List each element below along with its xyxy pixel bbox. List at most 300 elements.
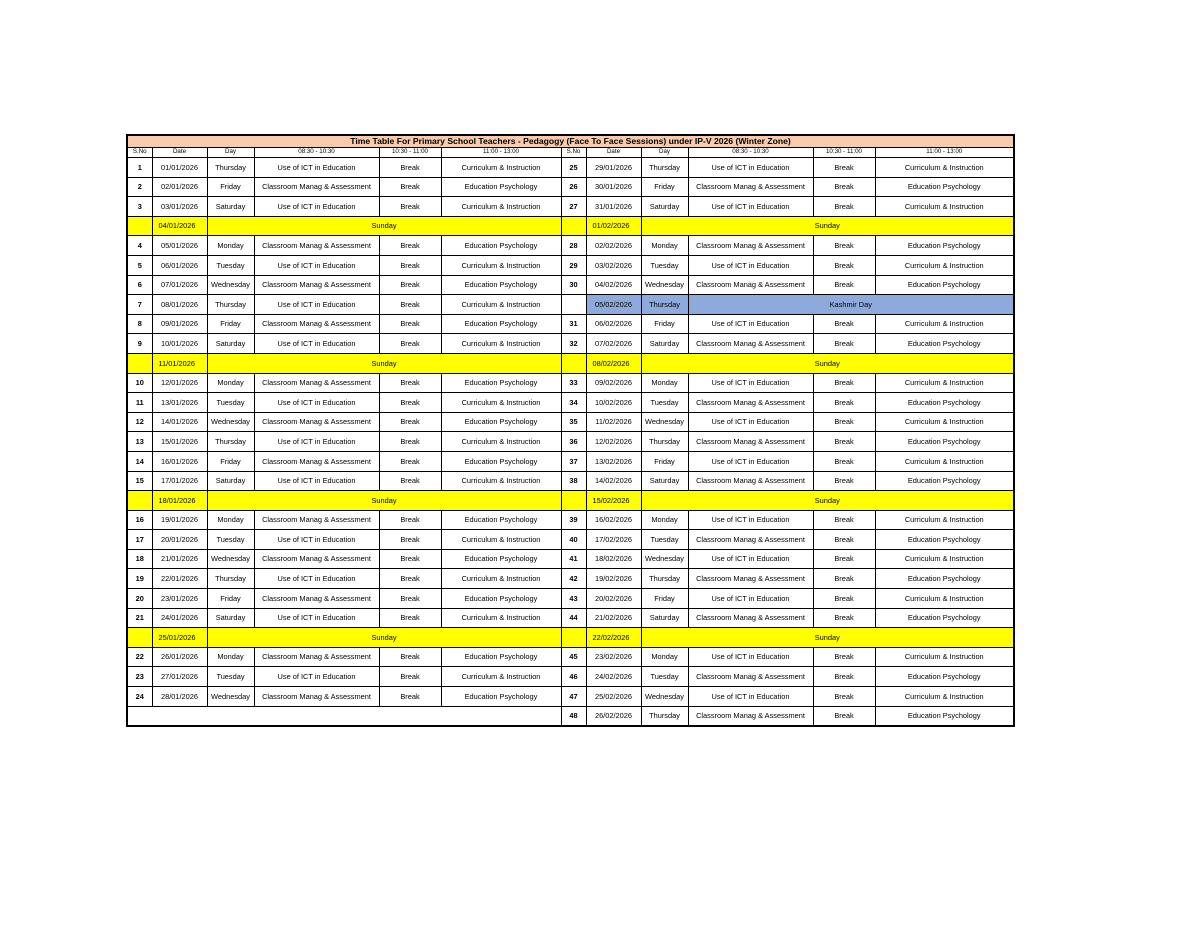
date-cell: 13/01/2026 bbox=[152, 393, 207, 413]
day-cell: Thursday bbox=[207, 158, 254, 178]
sno-cell: 18 bbox=[127, 549, 152, 569]
sno-cell: 22 bbox=[127, 647, 152, 667]
sno-cell: 37 bbox=[561, 451, 586, 471]
session1-cell: Use of ICT in Education bbox=[688, 314, 813, 334]
session2-cell: Curriculum & Instruction bbox=[441, 432, 561, 452]
day-cell: Monday bbox=[641, 510, 688, 530]
day-cell: Saturday bbox=[641, 334, 688, 354]
date-cell: 06/01/2026 bbox=[152, 255, 207, 275]
table-row bbox=[127, 530, 1014, 550]
day-cell: Thursday bbox=[641, 158, 688, 178]
session1-cell: Use of ICT in Education bbox=[254, 432, 379, 452]
session1-cell: Classroom Manag & Assessment bbox=[254, 549, 379, 569]
break-cell: Break bbox=[379, 373, 441, 393]
break-cell: Break bbox=[379, 412, 441, 432]
break-cell: Break bbox=[379, 471, 441, 491]
session2-cell: Education Psychology bbox=[441, 275, 561, 295]
day-cell: Thursday bbox=[207, 432, 254, 452]
break-cell: Break bbox=[379, 295, 441, 315]
session2-cell: Curriculum & Instruction bbox=[875, 158, 1014, 178]
sno-cell: 7 bbox=[127, 295, 152, 315]
break-cell: Break bbox=[813, 412, 875, 432]
session1-cell: Classroom Manag & Assessment bbox=[688, 471, 813, 491]
empty-cell bbox=[127, 706, 561, 726]
session1-cell: Classroom Manag & Assessment bbox=[688, 530, 813, 550]
sunday-label: Sunday bbox=[641, 353, 1014, 373]
date-cell: 29/01/2026 bbox=[586, 158, 641, 178]
day-cell: Friday bbox=[207, 314, 254, 334]
table-row bbox=[127, 216, 1014, 236]
session1-cell: Classroom Manag & Assessment bbox=[688, 393, 813, 413]
date-cell: 14/02/2026 bbox=[586, 471, 641, 491]
table-row bbox=[127, 706, 1014, 726]
sno-cell: 29 bbox=[561, 255, 586, 275]
date-cell: 10/01/2026 bbox=[152, 334, 207, 354]
break-cell: Break bbox=[379, 608, 441, 628]
session2-cell: Curriculum & Instruction bbox=[441, 255, 561, 275]
session2-cell: Curriculum & Instruction bbox=[441, 393, 561, 413]
date-cell: 12/01/2026 bbox=[152, 373, 207, 393]
header-row bbox=[127, 148, 1014, 158]
break-cell: Break bbox=[813, 451, 875, 471]
header-slot1: 08:30 - 10:30 bbox=[688, 148, 813, 158]
day-cell: Tuesday bbox=[207, 667, 254, 687]
session2-cell: Curriculum & Instruction bbox=[441, 667, 561, 687]
day-cell: Saturday bbox=[207, 608, 254, 628]
day-cell: Tuesday bbox=[641, 667, 688, 687]
date-cell: 25/02/2026 bbox=[586, 687, 641, 707]
session1-cell: Use of ICT in Education bbox=[688, 255, 813, 275]
day-cell: Tuesday bbox=[207, 530, 254, 550]
break-cell: Break bbox=[379, 589, 441, 609]
session1-cell: Classroom Manag & Assessment bbox=[688, 177, 813, 197]
date-cell: 03/02/2026 bbox=[586, 255, 641, 275]
date-cell: 03/01/2026 bbox=[152, 197, 207, 217]
sunday-label: Sunday bbox=[641, 628, 1014, 648]
table-row bbox=[127, 334, 1014, 354]
session1-cell: Use of ICT in Education bbox=[254, 608, 379, 628]
session2-cell: Education Psychology bbox=[875, 706, 1014, 726]
day-cell: Wednesday bbox=[207, 687, 254, 707]
date-cell: 01/01/2026 bbox=[152, 158, 207, 178]
session1-cell: Use of ICT in Education bbox=[254, 197, 379, 217]
date-cell: 22/01/2026 bbox=[152, 569, 207, 589]
sno-cell: 8 bbox=[127, 314, 152, 334]
sno-cell: 25 bbox=[561, 158, 586, 178]
table-row bbox=[127, 373, 1014, 393]
sno-cell: 14 bbox=[127, 451, 152, 471]
break-cell: Break bbox=[813, 393, 875, 413]
table-row bbox=[127, 687, 1014, 707]
session2-cell: Curriculum & Instruction bbox=[875, 197, 1014, 217]
break-cell: Break bbox=[813, 589, 875, 609]
date-cell: 17/01/2026 bbox=[152, 471, 207, 491]
session1-cell: Use of ICT in Education bbox=[688, 510, 813, 530]
date-cell: 19/01/2026 bbox=[152, 510, 207, 530]
session1-cell: Use of ICT in Education bbox=[254, 158, 379, 178]
session2-cell: Education Psychology bbox=[875, 471, 1014, 491]
title-row bbox=[127, 135, 1014, 148]
session2-cell: Education Psychology bbox=[441, 589, 561, 609]
header-date: Date bbox=[152, 148, 207, 158]
break-cell: Break bbox=[379, 569, 441, 589]
day-cell: Monday bbox=[207, 373, 254, 393]
session1-cell: Classroom Manag & Assessment bbox=[254, 647, 379, 667]
session1-cell: Classroom Manag & Assessment bbox=[688, 236, 813, 256]
session1-cell: Use of ICT in Education bbox=[688, 158, 813, 178]
session2-cell: Curriculum & Instruction bbox=[441, 158, 561, 178]
day-cell: Wednesday bbox=[641, 275, 688, 295]
day-cell: Wednesday bbox=[207, 549, 254, 569]
break-cell: Break bbox=[813, 549, 875, 569]
sno-cell: 20 bbox=[127, 589, 152, 609]
session2-cell: Curriculum & Instruction bbox=[441, 608, 561, 628]
sno-cell: 30 bbox=[561, 275, 586, 295]
sno-cell: 40 bbox=[561, 530, 586, 550]
session1-cell: Use of ICT in Education bbox=[254, 667, 379, 687]
day-cell: Thursday bbox=[207, 295, 254, 315]
session1-cell: Classroom Manag & Assessment bbox=[254, 314, 379, 334]
day-cell: Monday bbox=[207, 647, 254, 667]
sno-cell: 44 bbox=[561, 608, 586, 628]
date-cell: 22/02/2026 bbox=[586, 628, 641, 648]
day-cell: Friday bbox=[207, 589, 254, 609]
date-cell: 18/02/2026 bbox=[586, 549, 641, 569]
session2-cell: Curriculum & Instruction bbox=[875, 589, 1014, 609]
header-slot3: 11:00 - 13:00 bbox=[441, 148, 561, 158]
session2-cell: Education Psychology bbox=[441, 451, 561, 471]
table-row bbox=[127, 608, 1014, 628]
break-cell: Break bbox=[379, 393, 441, 413]
date-cell: 25/01/2026 bbox=[152, 628, 207, 648]
sno-cell bbox=[127, 491, 152, 511]
break-cell: Break bbox=[379, 236, 441, 256]
date-cell: 07/01/2026 bbox=[152, 275, 207, 295]
session2-cell: Curriculum & Instruction bbox=[875, 373, 1014, 393]
header-slot3: 11:00 - 13:00 bbox=[875, 148, 1014, 158]
table-row bbox=[127, 569, 1014, 589]
table-row bbox=[127, 255, 1014, 275]
session1-cell: Classroom Manag & Assessment bbox=[688, 334, 813, 354]
sno-cell: 19 bbox=[127, 569, 152, 589]
session1-cell: Classroom Manag & Assessment bbox=[254, 412, 379, 432]
table-row bbox=[127, 197, 1014, 217]
day-cell: Monday bbox=[207, 510, 254, 530]
sno-cell: 17 bbox=[127, 530, 152, 550]
session2-cell: Education Psychology bbox=[875, 569, 1014, 589]
session1-cell: Classroom Manag & Assessment bbox=[254, 177, 379, 197]
date-cell: 18/01/2026 bbox=[152, 491, 207, 511]
date-cell: 08/02/2026 bbox=[586, 353, 641, 373]
date-cell: 16/02/2026 bbox=[586, 510, 641, 530]
session2-cell: Curriculum & Instruction bbox=[875, 510, 1014, 530]
sno-cell: 16 bbox=[127, 510, 152, 530]
date-cell: 15/02/2026 bbox=[586, 491, 641, 511]
session1-cell: Use of ICT in Education bbox=[688, 549, 813, 569]
table-row bbox=[127, 295, 1014, 315]
break-cell: Break bbox=[813, 255, 875, 275]
sno-cell: 36 bbox=[561, 432, 586, 452]
session1-cell: Classroom Manag & Assessment bbox=[688, 569, 813, 589]
date-cell: 27/01/2026 bbox=[152, 667, 207, 687]
date-cell: 20/01/2026 bbox=[152, 530, 207, 550]
sno-cell: 9 bbox=[127, 334, 152, 354]
sno-cell: 15 bbox=[127, 471, 152, 491]
sno-cell: 39 bbox=[561, 510, 586, 530]
sno-cell: 11 bbox=[127, 393, 152, 413]
break-cell: Break bbox=[813, 275, 875, 295]
day-cell: Wednesday bbox=[207, 412, 254, 432]
sno-cell: 5 bbox=[127, 255, 152, 275]
day-cell: Thursday bbox=[641, 432, 688, 452]
session2-cell: Education Psychology bbox=[875, 236, 1014, 256]
session2-cell: Education Psychology bbox=[875, 177, 1014, 197]
header-slot1: 08:30 - 10:30 bbox=[254, 148, 379, 158]
session1-cell: Use of ICT in Education bbox=[688, 197, 813, 217]
day-cell: Wednesday bbox=[641, 549, 688, 569]
sno-cell: 26 bbox=[561, 177, 586, 197]
break-cell: Break bbox=[379, 158, 441, 178]
sno-cell: 48 bbox=[561, 706, 586, 726]
sunday-label: Sunday bbox=[207, 628, 561, 648]
day-cell: Wednesday bbox=[641, 412, 688, 432]
day-cell: Monday bbox=[641, 236, 688, 256]
day-cell: Friday bbox=[641, 589, 688, 609]
day-cell: Thursday bbox=[641, 706, 688, 726]
sno-cell: 12 bbox=[127, 412, 152, 432]
break-cell: Break bbox=[379, 451, 441, 471]
break-cell: Break bbox=[379, 432, 441, 452]
session1-cell: Classroom Manag & Assessment bbox=[254, 373, 379, 393]
day-cell: Friday bbox=[641, 314, 688, 334]
date-cell: 11/01/2026 bbox=[152, 353, 207, 373]
break-cell: Break bbox=[813, 177, 875, 197]
day-cell: Thursday bbox=[641, 295, 688, 315]
session2-cell: Curriculum & Instruction bbox=[875, 451, 1014, 471]
session1-cell: Classroom Manag & Assessment bbox=[254, 510, 379, 530]
session1-cell: Use of ICT in Education bbox=[688, 412, 813, 432]
session1-cell: Use of ICT in Education bbox=[688, 647, 813, 667]
date-cell: 21/01/2026 bbox=[152, 549, 207, 569]
date-cell: 23/01/2026 bbox=[152, 589, 207, 609]
date-cell: 21/02/2026 bbox=[586, 608, 641, 628]
date-cell: 30/01/2026 bbox=[586, 177, 641, 197]
session1-cell: Classroom Manag & Assessment bbox=[254, 451, 379, 471]
date-cell: 14/01/2026 bbox=[152, 412, 207, 432]
session2-cell: Curriculum & Instruction bbox=[441, 530, 561, 550]
table-row bbox=[127, 393, 1014, 413]
sno-cell bbox=[127, 216, 152, 236]
session2-cell: Education Psychology bbox=[875, 608, 1014, 628]
sno-cell: 21 bbox=[127, 608, 152, 628]
day-cell: Friday bbox=[207, 177, 254, 197]
sno-cell: 31 bbox=[561, 314, 586, 334]
break-cell: Break bbox=[379, 334, 441, 354]
session2-cell: Curriculum & Instruction bbox=[441, 197, 561, 217]
timetable bbox=[126, 134, 1015, 727]
day-cell: Wednesday bbox=[641, 687, 688, 707]
break-cell: Break bbox=[813, 236, 875, 256]
sunday-label: Sunday bbox=[207, 216, 561, 236]
date-cell: 12/02/2026 bbox=[586, 432, 641, 452]
session2-cell: Education Psychology bbox=[441, 412, 561, 432]
date-cell: 17/02/2026 bbox=[586, 530, 641, 550]
break-cell: Break bbox=[813, 471, 875, 491]
sno-cell: 42 bbox=[561, 569, 586, 589]
day-cell: Tuesday bbox=[641, 255, 688, 275]
date-cell: 06/02/2026 bbox=[586, 314, 641, 334]
day-cell: Friday bbox=[641, 177, 688, 197]
sno-cell: 45 bbox=[561, 647, 586, 667]
session2-cell: Education Psychology bbox=[875, 393, 1014, 413]
break-cell: Break bbox=[813, 706, 875, 726]
sno-cell bbox=[561, 491, 586, 511]
table-row bbox=[127, 647, 1014, 667]
day-cell: Tuesday bbox=[641, 530, 688, 550]
break-cell: Break bbox=[379, 530, 441, 550]
table-row bbox=[127, 275, 1014, 295]
date-cell: 07/02/2026 bbox=[586, 334, 641, 354]
session1-cell: Classroom Manag & Assessment bbox=[254, 236, 379, 256]
sno-cell: 4 bbox=[127, 236, 152, 256]
session2-cell: Education Psychology bbox=[441, 373, 561, 393]
header-sno: S.No bbox=[561, 148, 586, 158]
session1-cell: Classroom Manag & Assessment bbox=[254, 687, 379, 707]
day-cell: Saturday bbox=[207, 197, 254, 217]
table-row bbox=[127, 491, 1014, 511]
date-cell: 08/01/2026 bbox=[152, 295, 207, 315]
break-cell: Break bbox=[379, 687, 441, 707]
sno-cell bbox=[561, 295, 586, 315]
header-day: Day bbox=[641, 148, 688, 158]
date-cell: 28/01/2026 bbox=[152, 687, 207, 707]
sno-cell: 24 bbox=[127, 687, 152, 707]
session1-cell: Use of ICT in Education bbox=[254, 334, 379, 354]
sno-cell bbox=[561, 628, 586, 648]
sunday-label: Sunday bbox=[207, 353, 561, 373]
date-cell: 23/02/2026 bbox=[586, 647, 641, 667]
table-row bbox=[127, 471, 1014, 491]
table-row bbox=[127, 236, 1014, 256]
sno-cell: 47 bbox=[561, 687, 586, 707]
session2-cell: Curriculum & Instruction bbox=[875, 549, 1014, 569]
session2-cell: Education Psychology bbox=[441, 510, 561, 530]
sno-cell: 2 bbox=[127, 177, 152, 197]
session1-cell: Use of ICT in Education bbox=[254, 295, 379, 315]
break-cell: Break bbox=[379, 510, 441, 530]
day-cell: Friday bbox=[207, 451, 254, 471]
day-cell: Tuesday bbox=[641, 393, 688, 413]
session2-cell: Education Psychology bbox=[875, 530, 1014, 550]
table-row bbox=[127, 353, 1014, 373]
session1-cell: Use of ICT in Education bbox=[254, 255, 379, 275]
day-cell: Monday bbox=[641, 647, 688, 667]
sno-cell: 27 bbox=[561, 197, 586, 217]
break-cell: Break bbox=[379, 255, 441, 275]
sno-cell: 46 bbox=[561, 667, 586, 687]
session2-cell: Education Psychology bbox=[441, 687, 561, 707]
date-cell: 26/01/2026 bbox=[152, 647, 207, 667]
session2-cell: Curriculum & Instruction bbox=[875, 647, 1014, 667]
date-cell: 05/02/2026 bbox=[586, 295, 641, 315]
table-row bbox=[127, 412, 1014, 432]
day-cell: Saturday bbox=[641, 608, 688, 628]
header-date: Date bbox=[586, 148, 641, 158]
break-cell: Break bbox=[379, 275, 441, 295]
sno-cell: 10 bbox=[127, 373, 152, 393]
session1-cell: Use of ICT in Education bbox=[688, 687, 813, 707]
date-cell: 04/02/2026 bbox=[586, 275, 641, 295]
header-slot2: 10:30 - 11:00 bbox=[813, 148, 875, 158]
session1-cell: Classroom Manag & Assessment bbox=[688, 667, 813, 687]
sno-cell: 32 bbox=[561, 334, 586, 354]
sno-cell: 6 bbox=[127, 275, 152, 295]
session1-cell: Use of ICT in Education bbox=[254, 393, 379, 413]
break-cell: Break bbox=[813, 158, 875, 178]
day-cell: Monday bbox=[207, 236, 254, 256]
session1-cell: Classroom Manag & Assessment bbox=[688, 608, 813, 628]
sno-cell: 33 bbox=[561, 373, 586, 393]
session1-cell: Use of ICT in Education bbox=[688, 589, 813, 609]
table-row bbox=[127, 628, 1014, 648]
date-cell: 15/01/2026 bbox=[152, 432, 207, 452]
break-cell: Break bbox=[813, 667, 875, 687]
session2-cell: Education Psychology bbox=[441, 177, 561, 197]
day-cell: Saturday bbox=[207, 334, 254, 354]
sno-cell: 35 bbox=[561, 412, 586, 432]
session2-cell: Education Psychology bbox=[875, 432, 1014, 452]
sunday-label: Sunday bbox=[641, 491, 1014, 511]
table-row bbox=[127, 589, 1014, 609]
session2-cell: Education Psychology bbox=[441, 236, 561, 256]
date-cell: 13/02/2026 bbox=[586, 451, 641, 471]
session2-cell: Curriculum & Instruction bbox=[441, 334, 561, 354]
break-cell: Break bbox=[379, 314, 441, 334]
day-cell: Tuesday bbox=[207, 393, 254, 413]
break-cell: Break bbox=[813, 530, 875, 550]
date-cell: 04/01/2026 bbox=[152, 216, 207, 236]
table-row bbox=[127, 432, 1014, 452]
date-cell: 05/01/2026 bbox=[152, 236, 207, 256]
day-cell: Tuesday bbox=[207, 255, 254, 275]
table-row bbox=[127, 451, 1014, 471]
date-cell: 31/01/2026 bbox=[586, 197, 641, 217]
break-cell: Break bbox=[813, 608, 875, 628]
timetable-title: Time Table For Primary School Teachers - Pedagogy (Face To Face Sessions) under IP-V 2026 (Winter Zone) bbox=[127, 135, 1014, 148]
day-cell: Saturday bbox=[641, 197, 688, 217]
sno-cell: 13 bbox=[127, 432, 152, 452]
session2-cell: Curriculum & Instruction bbox=[441, 295, 561, 315]
day-cell: Saturday bbox=[207, 471, 254, 491]
sno-cell: 43 bbox=[561, 589, 586, 609]
date-cell: 24/02/2026 bbox=[586, 667, 641, 687]
sno-cell bbox=[561, 353, 586, 373]
break-cell: Break bbox=[813, 373, 875, 393]
sno-cell: 3 bbox=[127, 197, 152, 217]
break-cell: Break bbox=[379, 197, 441, 217]
session1-cell: Classroom Manag & Assessment bbox=[688, 706, 813, 726]
sunday-label: Sunday bbox=[641, 216, 1014, 236]
session2-cell: Education Psychology bbox=[441, 314, 561, 334]
break-cell: Break bbox=[379, 667, 441, 687]
session1-cell: Use of ICT in Education bbox=[688, 451, 813, 471]
session1-cell: Classroom Manag & Assessment bbox=[688, 275, 813, 295]
break-cell: Break bbox=[813, 687, 875, 707]
holiday-label: Kashmir Day bbox=[688, 295, 1014, 315]
session2-cell: Curriculum & Instruction bbox=[875, 255, 1014, 275]
session2-cell: Education Psychology bbox=[875, 334, 1014, 354]
date-cell: 16/01/2026 bbox=[152, 451, 207, 471]
